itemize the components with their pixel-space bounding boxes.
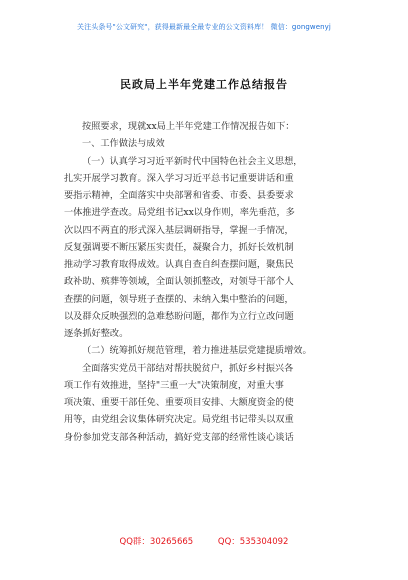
body-line: 要指示精神，全面落实中央部署和省委、市委、县委要求: [64, 190, 294, 201]
body-line: 政补助、殡葬等领域，全面认领抓整改，对领导干部个人: [64, 276, 294, 288]
body-line: 推动学习教育取得成效。认真自查自纠查摆问题，聚焦民: [64, 259, 294, 270]
footer-qq-group: QQ群：30265665: [119, 537, 194, 547]
body-line: （一）认真学习习近平新时代中国特色社会主义思想，: [82, 155, 303, 167]
body-line: 用等，由党组会议集体研究决定。局党组书记带头以双重: [64, 414, 294, 426]
document-title: 民政局上半年党建工作总结报告: [120, 78, 288, 91]
footer-contact: [0, 535, 408, 549]
body-line: 扎实开展学习教育。深入学习习近平总书记重要讲话和重: [64, 172, 294, 184]
body-line: 查摆的问题，领导班子查摆的、未纳入集中整治的问题，: [64, 293, 294, 305]
body-line: 项决策、重要干部任免、重要项目安排、大额度资金的使: [64, 397, 294, 408]
body-line: 身份参加党支部各种活动，搞好党支部的经常性谈心谈话: [64, 431, 294, 443]
body-line: 一体推进学查改。局党组书记xx以身作则，率先垂范，多: [64, 207, 295, 219]
body-line: 项工作有效推进，坚持"三重一大"决策制度，对重大事: [64, 379, 284, 391]
header-banner: 关注头条号"公文研究"，获得最新最全最专业的公文资料库！ 微信：gongwenyj: [77, 23, 331, 31]
body-line: 反复强调要不断压紧压实责任，凝聚合力，抓好长效机制: [64, 241, 294, 253]
body-line: 次以四不两直的形式深入基层调研指导，掌握一手情况，: [64, 224, 294, 236]
body-line: （二）统筹抓好规范管理，着力推进基层党建提质增效。: [82, 345, 312, 357]
body-line: 一、工作做法与成效: [82, 138, 165, 150]
body-line: 以及群众反映强烈的急难愁盼问题，都作为立行立改问题: [64, 310, 294, 322]
body-line: 按照要求，现就xx局上半年党建工作情况报告如下：: [82, 121, 295, 132]
body-line: 逐条抓好整改。: [64, 328, 129, 339]
footer-qq-number: QQ：535304092: [217, 537, 289, 547]
body-line: 全面落实党员干部结对帮扶脱贫户，抓好乡村振兴各: [82, 362, 294, 374]
document-body: [64, 118, 344, 446]
